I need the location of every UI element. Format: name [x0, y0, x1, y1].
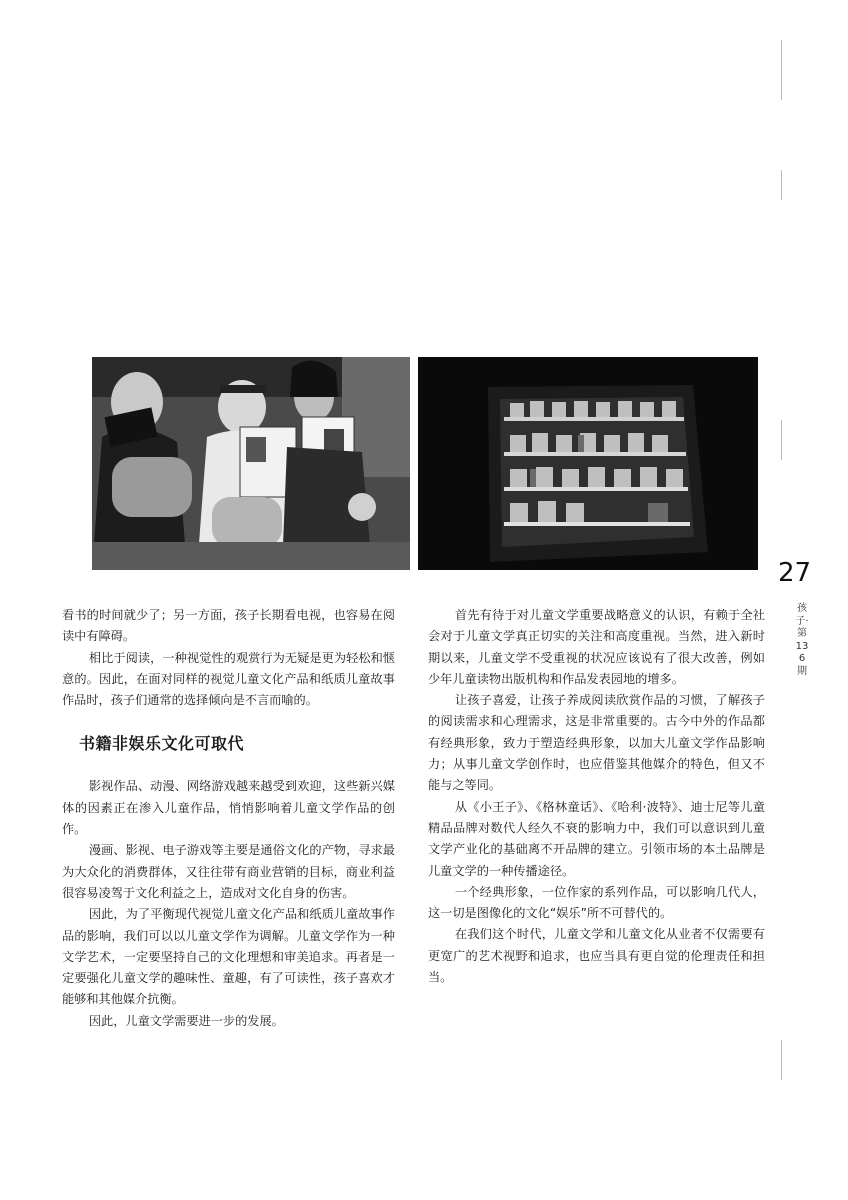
children-reading-photo	[92, 357, 410, 570]
right-paragraph-1: 首先有待于对儿童文学重要战略意义的认识，有赖于全社会对于儿童文学真正切实的关注和高度重视。当然，进入新时期以来，儿童文学不受重视的状况应该说有了很大改善，例如少年儿童读物出版机构和作品发表园地的增多。	[428, 608, 765, 686]
ebook-shelf-illustration	[418, 357, 758, 570]
edge-line-lower	[781, 420, 782, 460]
right-column	[428, 605, 765, 988]
left-column	[62, 605, 395, 1032]
right-paragraph-3: 从《小王子》、《格林童话》、《哈利·波特》、迪士尼等儿童精品品牌对数代人经久不衰的影响力中，我们可以意识到儿童文学产业化的基础离不开品牌的建立。引领市场的本土品牌是儿童文学的一种传播途径。	[428, 799, 765, 878]
right-paragraph-2: 让孩子喜爱，让孩子养成阅读欣赏作品的习惯，了解孩子的阅读需求和心理需求，这是非常重要的。古今中外的作品都有经典形象，致力于塑造经典形象，以加大儿童文学作品影响力；从事儿童文学创作时，也应借鉴其他媒介的特色，但又不能与之等同。	[428, 693, 765, 793]
page-number: 27	[778, 558, 812, 588]
edge-line-bottom	[781, 1040, 782, 1080]
left-paragraph-4: 漫画、影视、电子游戏等主要是通俗文化的产物，寻求最为大众化的消费群体，又往往带有商业营销的目标，商业利益很容易凌驾于文化利益之上，造成对文化自身的伤害。	[62, 843, 395, 900]
children-reading-illustration	[92, 357, 410, 570]
left-paragraph-2: 相比于阅读，一种视觉性的观赏行为无疑是更为轻松和惬意的。因此，在面对同样的视觉儿童文化产品和纸质儿童故事作品时，孩子们通常的选择倾向是不言而喻的。	[62, 650, 395, 708]
issue-label: 孩子·第136期	[795, 603, 809, 677]
ebook-shelf-photo	[418, 357, 758, 570]
section-heading: 书籍非娱乐文化可取代	[79, 734, 245, 754]
right-paragraph-4: 一个经典形象，一位作家的系列作品，可以影响几代人，这一切是图像化的文化“娱乐”所不可替代的。	[428, 884, 765, 921]
left-paragraph-3: 影视作品、动漫、网络游戏越来越受到欢迎，这些新兴媒体的因素正在渗入儿童作品，悄悄影响着儿童文学作品的创作。	[62, 779, 395, 837]
right-paragraph-5: 在我们这个时代，儿童文学和儿童文化从业者不仅需要有更宽广的艺术视野和追求，也应当具有更自觉的伦理责任和担当。	[428, 927, 765, 985]
edge-line-mid	[781, 170, 782, 200]
left-paragraph-1: 看书的时间就少了；另一方面，孩子长期看电视，也容易在阅读中有障碍。	[62, 608, 395, 644]
left-paragraph-6: 因此，儿童文学需要进一步的发展。	[88, 1013, 284, 1028]
edge-line-top	[781, 40, 782, 100]
left-paragraph-5: 因此，为了平衡现代视觉儿童文化产品和纸质儿童故事作品的影响，我们可以以儿童文学作为调解。儿童文学作为一种文学艺术，一定要坚持自己的文化理想和审美追求。再者是一定要强化儿童文学的趣味性、童趣，有了可读性，孩子喜欢才能够和其他媒介抗衡。	[62, 907, 395, 1007]
